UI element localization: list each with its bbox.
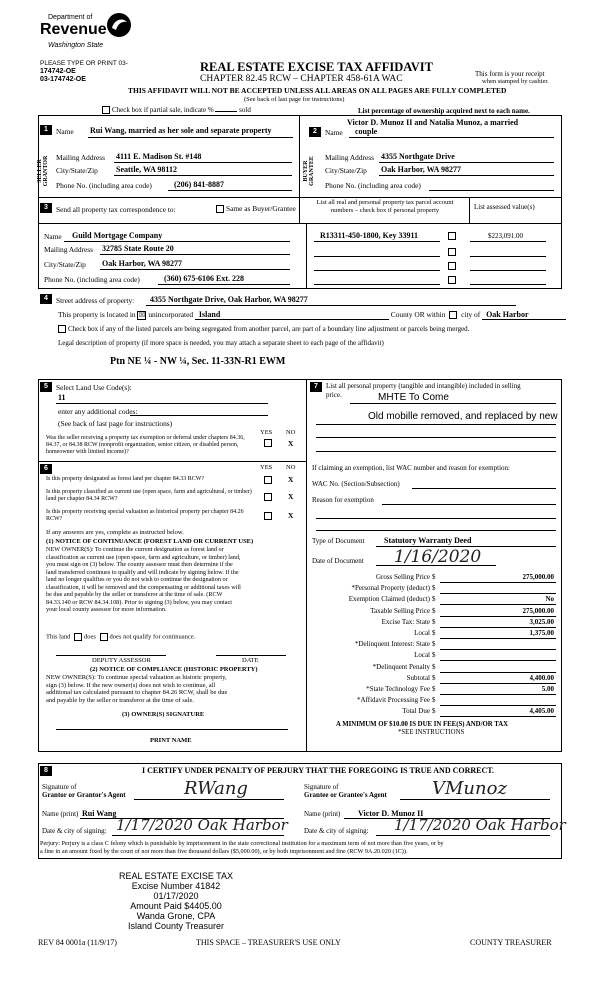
sale-row-value: No: [545, 595, 554, 604]
buyer-mailing: 4355 Northgate Drive: [381, 152, 455, 161]
sale-row: [306, 573, 560, 584]
sale-row-currency: $: [432, 584, 436, 593]
parcel-assessed-value: $223,091.00: [488, 232, 523, 240]
treasurer-stamp: [108, 871, 244, 931]
land-use-code: 11: [58, 393, 66, 402]
sold-label: sold: [239, 106, 251, 114]
does-not-label: does not qualify for continuance.: [109, 633, 196, 641]
parcel-personal-checkbox-4[interactable]: [448, 276, 456, 284]
oe-number-1: 174742-OE: [40, 68, 76, 75]
parcel-personal-checkbox-3[interactable]: [448, 262, 456, 270]
section-5-badge: 5: [40, 382, 52, 392]
section-2-badge: 2: [309, 127, 321, 137]
parcel-list: [306, 198, 560, 288]
sale-row-label: Exemption Claimed (deduct): [348, 595, 430, 604]
sale-row-label: *Delinquent Interest: State: [354, 640, 430, 649]
sale-row-currency: $: [432, 606, 436, 615]
sale-row: [306, 584, 560, 595]
additional-codes-label: enter any additional codes:: [58, 407, 138, 416]
exemption-claim-label: If claiming an exemption, list WAC number and reason for exemption:: [312, 464, 510, 472]
seller-mailing-label: Mailing Address: [56, 153, 106, 162]
stamp-line5: Wanda Grone, CPA: [136, 911, 216, 921]
sale-row-label: *Affidavit Processing Fee: [357, 696, 430, 705]
historic-yes-checkbox[interactable]: [264, 512, 272, 520]
notice-compliance-body: [46, 674, 302, 704]
sale-row-value: 5.00: [541, 684, 554, 693]
personal-property-line2: Old mobille removed, and replaced by new: [368, 411, 558, 422]
forest-section: [38, 461, 306, 751]
parcel-header-left: List all real and personal property tax parcel account numbers – check box if personal property: [316, 199, 454, 214]
historic-no-answer: X: [288, 511, 294, 520]
this-land-label: This land: [46, 633, 71, 641]
does-label: does: [84, 633, 96, 641]
sale-row-currency: $: [432, 573, 436, 581]
sale-row: [306, 640, 560, 651]
no-header-6: NO: [286, 464, 296, 471]
grantee-signature: VMunoz: [432, 778, 507, 799]
dept-brand: Revenue: [40, 21, 107, 38]
stamp-line2: Excise Number 41842: [131, 881, 221, 891]
treasurer-space-note: THIS SPACE – TREASURER'S USE ONLY: [196, 938, 341, 947]
sale-row-currency: $: [432, 617, 436, 626]
land-use-section: [38, 379, 306, 461]
sale-row-label: *Delinquent Penalty: [372, 662, 430, 671]
corr-city-label: City/State/Zip: [44, 260, 86, 269]
notice1-line-e: land no longer qualifies or you do not wish to continue the designation or: [46, 576, 228, 583]
exemption-yes-checkbox[interactable]: [264, 439, 272, 447]
grantor-sig-label: [42, 783, 126, 799]
seller-phone-label: Phone No. (including area code): [56, 181, 152, 190]
buyer-phone-label: Phone No. (including area code): [325, 181, 421, 190]
grantee-name: Victor D. Munoz II: [358, 809, 424, 818]
sale-row-label: Taxable Selling Price: [370, 606, 430, 615]
doc-type: Statutory Warranty Deed: [384, 536, 472, 545]
city-of-label: city of: [461, 310, 481, 319]
grantor-signature: RWang: [184, 778, 248, 799]
grantor-name: Rui Wang: [82, 809, 117, 818]
grantee-date-city: 1/17/2020 Oak Harbor: [394, 816, 566, 834]
does-checkbox[interactable]: [74, 633, 82, 641]
buyer-name-line2: couple: [355, 127, 378, 136]
sale-row: [306, 607, 560, 618]
reason-label: Reason for exemption: [312, 496, 374, 504]
correspondence-label: Send all property tax correspondence to:: [56, 205, 176, 214]
section-1-badge: 1: [40, 125, 52, 135]
grantor-date-city: 1/17/2020 Oak Harbor: [116, 816, 288, 834]
sale-row-value: 275,000.00: [522, 606, 554, 615]
notice2-line-d: and payable by the seller or transferor at the time of sale.: [46, 696, 194, 704]
section-3-badge: 3: [40, 203, 52, 213]
segregated-checkbox[interactable]: [58, 325, 66, 333]
certify-statement: I CERTIFY UNDER PENALTY OF PERJURY THAT THE FOREGOING IS TRUE AND CORRECT.: [142, 766, 495, 775]
sale-row-currency: $: [432, 684, 436, 693]
buyer-city: Oak Harbor, WA 98277: [381, 165, 462, 174]
doc-type-label: Type of Document: [312, 537, 365, 545]
grantee-sig-label-1: Signature of: [304, 783, 339, 791]
form-subtitle: CHAPTER 82.45 RCW – CHAPTER 458-61A WAC: [200, 74, 403, 84]
grantor-name-label: Name (print): [42, 810, 79, 818]
notice1-line-b: classification as current use (open space, farm and agriculture, or timber) land,: [46, 553, 241, 561]
perjury-note: [40, 840, 444, 856]
personal-property-label-b: price.: [326, 391, 342, 399]
seller-city-label: City/State/Zip: [56, 166, 98, 175]
land-use-see-back: (See back of last page for instructions): [58, 419, 173, 428]
sale-calculation: [306, 573, 560, 718]
notice1-line-f: classification, it will be removed and the compensating or additional taxes will: [46, 583, 241, 591]
sale-row-currency: $: [432, 707, 436, 716]
segregated-row: [56, 325, 469, 333]
buyer-name-line1: Victor D. Munoz II and Natalia Munoz, a married: [347, 118, 519, 127]
form-title: REAL ESTATE EXCISE TAX AFFIDAVIT: [200, 60, 433, 74]
current-use-yes-checkbox[interactable]: [264, 493, 272, 501]
same-as-buyer-label: Same as Buyer/Grantee: [226, 204, 296, 213]
partial-sale-label: Check box if partial sale, indicate %: [112, 106, 214, 114]
legal-note: Legal description of property (if more space is needed, you may attach a separate sheet to each page of the affidavit): [58, 339, 384, 347]
dept-line3: Washington State: [48, 42, 104, 49]
grantee-date-label: Date & city of signing:: [304, 827, 369, 835]
partial-sale-percent[interactable]: [215, 111, 237, 112]
if-yes-note: If any answers are yes, complete as instructed below.: [46, 529, 184, 536]
located-label: This property is located in: [58, 310, 136, 319]
personal-property-line1: MHTE To Come: [378, 392, 449, 403]
partial-sale-checkbox[interactable]: [102, 106, 110, 114]
does-not-checkbox[interactable]: [100, 633, 108, 641]
seller-name-label: Name: [56, 127, 74, 136]
corr-mailing-label: Mailing Address: [44, 245, 94, 254]
sale-row: [306, 696, 560, 707]
sale-row-label: *State Technology Fee: [366, 684, 430, 693]
perjury-line-b: a fine in an amount fixed by the court of not more than five thousand dollars ($5,000.00), or by both imprisonment and fine (RCW 9A.20.020 (1C)).: [40, 848, 408, 855]
sale-row-label: Excise Tax: State: [381, 617, 430, 626]
section-8-badge: 8: [40, 766, 52, 776]
wac-label: WAC No. (Section/Subsection): [312, 480, 400, 488]
receipt-note-2: when stamped by cashier.: [482, 78, 549, 85]
forest-yes-checkbox[interactable]: [264, 476, 272, 484]
grantee-name-label: Name (print): [304, 810, 341, 818]
sale-row-value: 4,400.00: [529, 673, 554, 682]
sale-row: [306, 618, 560, 629]
no-header-5: NO: [286, 429, 296, 436]
street-address: 4355 Northgate Drive, Oak Harbor, WA 98277: [150, 295, 308, 304]
sale-row-label: Total Due: [402, 707, 430, 716]
notice1-line-a: NEW OWNER(S): To continue the current designation as forest land or: [46, 546, 224, 553]
correspondence-section: [38, 204, 306, 288]
print-note: PLEASE TYPE OR PRINT 03-: [40, 60, 128, 67]
corr-mailing: 32785 State Route 20: [102, 244, 174, 253]
deputy-date-label: DATE: [242, 657, 259, 664]
buyer-mailing-label: Mailing Address: [325, 153, 375, 162]
notice-continuance-body: [46, 546, 302, 614]
corr-city: Oak Harbor, WA 98277: [102, 259, 183, 268]
corr-name-label: Name: [44, 232, 62, 241]
property-section: [38, 292, 560, 372]
sale-row-currency: $: [432, 662, 436, 671]
dor-logo: [40, 12, 132, 56]
notice1-line-i: your local county assessor for more information.: [46, 606, 167, 613]
sale-row-label: *Personal Property (deduct): [351, 584, 430, 593]
yes-header-5: YES: [260, 429, 273, 436]
grantee-sig-label: [304, 783, 387, 799]
forest-no-answer: X: [288, 475, 294, 484]
sale-row: [306, 674, 560, 685]
revenue-logo-icon: [106, 12, 132, 38]
grantee-sig-label-2: Grantee or Grantee's Agent: [304, 791, 387, 799]
same-as-buyer-checkbox[interactable]: [216, 205, 224, 213]
notice1-line-d: land transferred continues to qualify and will indicate by signing below. If the: [46, 568, 239, 576]
buyer-side-label: BUYER GRANTEE: [303, 156, 315, 186]
parcel-account: R13311-450-1800, Key 33911: [320, 231, 418, 240]
seller-name: Rui Wang, married as her sole and separate property: [90, 126, 272, 135]
perjury-line-a: Perjury: Perjury is a class C felony which is punishable by imprisonment in the state correctional institution for a maximum term of not more than five years, or by: [40, 840, 444, 847]
receipt-note-1: This form is your receipt: [475, 70, 545, 78]
notice-continuance-title: (1) NOTICE OF CONTINUANCE (FOREST LAND OR CURRENT USE): [46, 538, 254, 545]
exemption-question: Was the seller receiving a property tax exemption or deferral under chapters 84.36, 84.37, or 84.38 RCW (nonprofit organization, senior citizen, or disabled person, homeowner with limited income)?: [46, 435, 245, 455]
owner-signature-label: (3) OWNER(S) SIGNATURE: [122, 711, 205, 718]
doc-date-label: Date of Document: [312, 557, 364, 565]
minimum-note: A MINIMUM OF $10.00 IS DUE IN FEE(S) AND/OR TAX: [336, 721, 509, 728]
doc-date: 1/16/2020: [394, 547, 482, 567]
city-checkbox[interactable]: [449, 311, 457, 319]
unincorporated-label: unincorporated: [148, 310, 194, 319]
county-or-label: County OR within: [390, 310, 446, 319]
city-name: Oak Harbor: [482, 310, 566, 320]
notice2-line-b: sign (3) below. If the new owner(s) does not wish to continue, all: [46, 681, 216, 689]
stamp-line1: REAL ESTATE EXCISE TAX: [118, 871, 234, 881]
notice-compliance-title: (2) NOTICE OF COMPLIANCE (HISTORIC PROPERTY): [90, 666, 258, 673]
sale-row-label: Local: [414, 628, 430, 637]
sale-row: [306, 651, 560, 662]
stamp-line4: Amount Paid $4405.00: [130, 901, 222, 911]
seller-section: [38, 115, 299, 197]
buyer-section: [299, 115, 560, 197]
sale-row: [306, 685, 560, 696]
sale-row-label: Local: [414, 651, 430, 660]
current-use-no-answer: X: [288, 492, 294, 501]
yes-header-6: YES: [260, 464, 273, 471]
segregated-note: Check box if any of the listed parcels are being segregated from another parcel, are part of a boundary line adjustment or parcels being merged.: [68, 325, 470, 333]
sale-row: [306, 629, 560, 640]
seller-mailing: 4111 E. Madison St. #148: [116, 152, 202, 161]
notice1-line-h: 84.33.140 or RCW 84.34.108). Prior to signing (3) below, you may contact: [46, 598, 232, 606]
parcel-personal-checkbox-2[interactable]: [448, 248, 456, 256]
grantor-sig-label-1: Signature of: [42, 783, 77, 791]
dept-line1: Department of: [48, 14, 93, 21]
personal-property-section: [306, 379, 560, 751]
same-as-buyer-row: [214, 204, 296, 213]
sale-row-label: Gross Selling Price: [375, 573, 430, 581]
historic-question: Is this property receiving special valuation as historical property per chapter 84.26 RCW?: [46, 509, 244, 522]
sale-row: [306, 595, 560, 606]
sale-row: [306, 663, 560, 674]
sale-row-currency: $: [432, 595, 436, 604]
land-use-label: Select Land Use Code(s):: [56, 383, 132, 392]
see-instructions: *SEE INSTRUCTIONS: [398, 729, 465, 736]
located-row: [58, 310, 566, 320]
sale-row-label: Subtotal: [406, 673, 430, 682]
notice2-line-c: additional tax calculated pursuant to chapter 84.26 RCW, shall be due: [46, 689, 228, 696]
sale-row-currency: $: [432, 696, 436, 705]
sale-row-value: 4,405.00: [529, 707, 554, 716]
exemption-no-answer: X: [288, 439, 294, 448]
buyer-name-label: Name: [325, 128, 343, 137]
parcel-personal-checkbox-1[interactable]: [448, 232, 456, 240]
grantor-date-label: Date & city of signing:: [42, 827, 107, 835]
oe-number-2: 03-174742-OE: [40, 76, 86, 83]
corr-phone-label: Phone No. (including area code): [44, 275, 140, 284]
county-treasurer-label: COUNTY TREASURER: [470, 938, 552, 947]
seller-city: Seattle, WA 98112: [116, 165, 177, 174]
seller-side-label: SELLER GRANTOR: [37, 155, 49, 187]
sale-row: [306, 707, 560, 718]
personal-property-label-a: List all personal property (tangible and intangible) included in selling: [326, 382, 521, 390]
buyer-city-label: City/State/Zip: [325, 166, 367, 175]
notice1-line-c: you must sign on (3) below. The county assessor must then determine if the: [46, 561, 233, 568]
form-number: REV 84 0001a (11/9/17): [38, 938, 117, 947]
parcel-header-right: List assessed value(s): [474, 203, 535, 211]
warning-text: THIS AFFIDAVIT WILL NOT BE ACCEPTED UNLESS ALL AREAS ON ALL PAGES ARE FULLY COMPLETED: [128, 86, 507, 95]
current-use-question: Is this property classified as current use (open space, farm and agricultural, or timber) land per chapter 84.34 RCW?: [46, 489, 252, 502]
sale-row-value: 275,000.00: [522, 573, 554, 581]
grantor-sig-label-2: Grantor or Grantor's Agent: [42, 791, 126, 799]
sale-row-value: 1,375.00: [529, 628, 554, 637]
street-label: Street address of property:: [56, 296, 135, 305]
print-name-label: PRINT NAME: [150, 737, 192, 744]
section-4-badge: 4: [40, 294, 52, 304]
seller-phone: (206) 841-8887: [174, 180, 224, 189]
qualify-row: [46, 633, 195, 641]
stamp-line6: Island County Treasurer: [127, 921, 225, 931]
county-name: Island: [195, 310, 389, 320]
section-7-badge: 7: [310, 382, 322, 392]
notice2-line-a: NEW OWNER(S): To continue special valuation as historic property,: [46, 674, 227, 681]
instructions-note: (See back of last page for instructions): [244, 96, 345, 103]
section-6-badge: 6: [40, 464, 52, 474]
stamp-line3: 01/17/2020: [153, 891, 199, 901]
notice1-line-g: be due and payable by the seller or transferor at the time of sale. (RCW: [46, 591, 223, 598]
sale-row-currency: $: [432, 651, 436, 660]
sale-row-currency: $: [432, 628, 436, 637]
legal-description: Ptn NE ¼ - NW ¼, Sec. 11-33N-R1 EWM: [110, 356, 286, 367]
deputy-assessor-label: DEPUTY ASSESSOR: [92, 657, 151, 664]
sale-row-currency: $: [432, 673, 436, 682]
forest-question: Is this property designated as forest land per chapter 84.33 RCW?: [46, 476, 205, 482]
partial-sale-row: [100, 106, 251, 114]
unincorporated-checkbox[interactable]: ☒: [138, 310, 146, 319]
corr-phone: (360) 675-6106 Ext. 228: [164, 274, 244, 283]
sale-row-currency: $: [432, 640, 436, 649]
ownership-note: List percentage of ownership acquired next to each name.: [358, 107, 530, 115]
corr-name: Guild Mortgage Company: [72, 231, 163, 240]
sale-row-value: 3,025.00: [529, 617, 554, 626]
